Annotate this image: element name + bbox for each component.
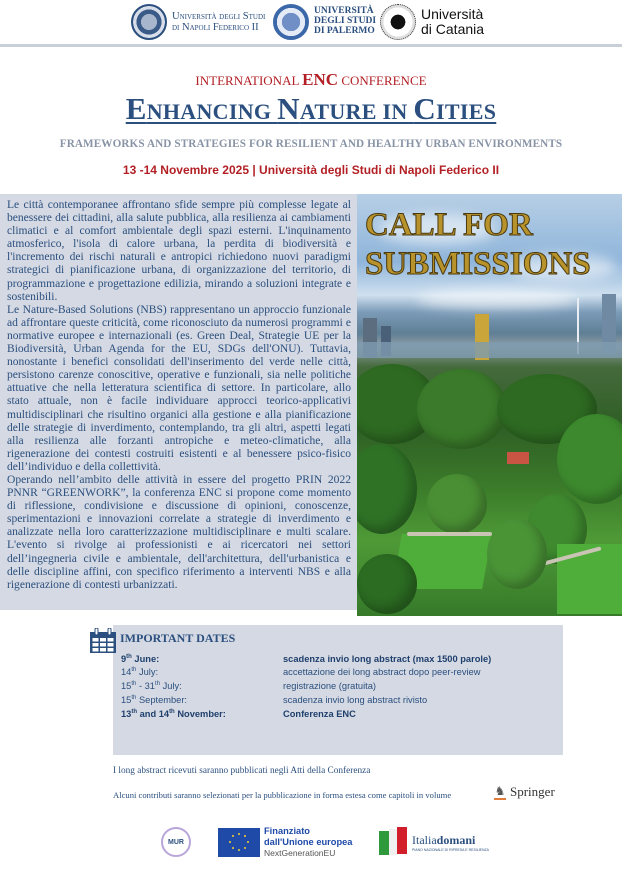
logo-palermo	[273, 3, 376, 41]
title-cap-3: C	[413, 91, 437, 126]
page-subtitle: FRAMEWORKS AND STRATEGIES FOR RESILIENT AND HEALTHY URBAN ENVIRONMENTS	[59, 138, 563, 150]
cfs-line2: SUBMISSIONS	[365, 246, 591, 282]
proceedings-note: I long abstract ricevuti saranno pubblicati negli Atti della Conferenza	[113, 766, 371, 776]
logo-naples	[131, 3, 265, 41]
springer-horse-icon: ♞	[494, 783, 506, 798]
catania-name-line2: di Catania	[421, 21, 485, 37]
date-event: Conferenza ENC	[283, 709, 356, 719]
conf-acronym: ENC	[302, 70, 339, 89]
title-rest-2: ATURE IN	[299, 99, 414, 124]
page-title	[0, 91, 622, 127]
description-panel	[0, 194, 357, 610]
call-for-submissions-heading	[365, 206, 591, 284]
header-divider	[0, 44, 622, 47]
title-rest-1: NHANCING	[146, 99, 278, 124]
springer-logo	[494, 784, 555, 800]
title-rest-3: ITIES	[436, 99, 497, 124]
paragraph-1: Le città contemporanee affrontano sfide sempre più complesse legate al benessere dei cittadini, alla salute pubblica, alla resilienza ai cambiamenti climatici e al comfort ambientale degli spazi esterni. L'inquinamento atmosferico, l'isola di calore urbana, la perdita di biodiversità e l'incremento dei rischi naturali e antropici richiedono nuovi paradigmi strategici di pianificazione urbana, di organizzazione del territorio, di programmazione e progettazione edilizia, mirando a soluzioni integrate e sostenibili.	[7, 199, 351, 303]
italia-domani-subtitle: PIANO NAZIONALE DI RIPRESA E RESILIENZA	[412, 848, 490, 852]
river	[357, 342, 622, 358]
important-dates-title: IMPORTANT DATES	[120, 631, 236, 645]
university-logos	[0, 0, 622, 44]
cfs-line1: CALL FOR	[365, 207, 533, 243]
italia-domani-flag-icon	[373, 827, 409, 857]
paragraph-3: Operando nell’ambito delle attività in essere del progetto PRIN 2022 PNNR “GREENWORK”, la conferenza ENC si propone come momento di riflessione, condivisione e discussione di opinioni, conoscenze, sperimentazioni e innovazioni correlate a strategie di inverdimento e analizzate nella loro caratterizzazione multidisciplinare e multi scalare. L'evento si rivolge ai professionisti e ai ricercatori nei settori dell’ingegneria civile e ambientale, dell'architettura, dell'urbanistica e delle discipline affini, con specifico riferimento a interventi NBS e alla rigenerazione di contesti urbanizzati.	[7, 473, 351, 591]
naples-name-line2: di Napoli Federico II	[172, 22, 259, 33]
springer-name: Springer	[510, 784, 555, 799]
italia-domani-logo: Italiadomani	[412, 833, 476, 847]
logo-catania	[380, 3, 484, 41]
eu-funding-text: Finanziato dall'Unione europea NextGenerationEU	[264, 826, 353, 858]
hero-photo	[357, 194, 622, 616]
date-event: scadenza invio long abstract rivisto	[283, 695, 428, 705]
conference-label	[0, 70, 622, 90]
title-cap-2: N	[277, 91, 300, 126]
calendar-icon	[89, 628, 117, 654]
palermo-seal-icon	[273, 4, 309, 40]
catania-seal-icon	[380, 4, 416, 40]
naples-name-line1: Università degli Studi	[172, 10, 266, 22]
conf-prefix: INTERNATIONAL	[195, 73, 303, 88]
date-event: registrazione (gratuita)	[283, 681, 377, 691]
palermo-name-line3: DI PALERMO	[314, 25, 375, 36]
date-event: accettazione dei long abstract dopo peer-review	[283, 667, 481, 677]
eu-flag-icon	[218, 828, 260, 857]
catania-name-line1: Università	[421, 6, 484, 23]
palermo-name-line1: UNIVERSITÀ	[314, 6, 374, 17]
palermo-name-line2: DEGLI STUDI	[314, 16, 377, 27]
paragraph-2: Le Nature-Based Solutions (NBS) rappresentano un approccio funzionale ad affrontare queste criticità, come riconosciuto da numerosi programmi e normative europee e internazionali (es. Green Deal, Strategie UE per la Biodiversità, Urban Agenda for the EU, SDGs dell'ONU). Tuttavia, nonostante i benefici consolidati dell'inserimento del verde nelle città, persistono carenze conoscitive, operative e funzionali, sia nelle politiche attuative che nella letteratura scientifica di settore. In particolare, allo stato attuale, non è facile individuare approcci teorico-applicativi multidisciplinari che risultino organici alla gestione e alla pianificazione delle strategie di inverdimento, contemplando, tra gli altri, aspetti legati alla resilienza alle forzanti antropiche e meteo-climatiche, alla rigenerazione dei contesti costruiti esistenti e al benessere psico-fisico dell’individuo e della collettività.	[7, 303, 351, 473]
conf-suffix: CONFERENCE	[338, 73, 427, 88]
volume-note: Alcuni contributi saranno selezionati per la pubblicazione in forma estesa come capitoli in volume	[113, 790, 452, 800]
date-event: scadenza invio long abstract (max 1500 parole)	[283, 654, 492, 664]
naples-seal-icon	[131, 4, 167, 40]
conference-dates-venue: 13 -14 Novembre 2025 | Università degli Studi di Napoli Federico II	[122, 163, 500, 177]
mur-logo: MUR	[161, 827, 191, 857]
title-cap-1: E	[125, 91, 147, 126]
